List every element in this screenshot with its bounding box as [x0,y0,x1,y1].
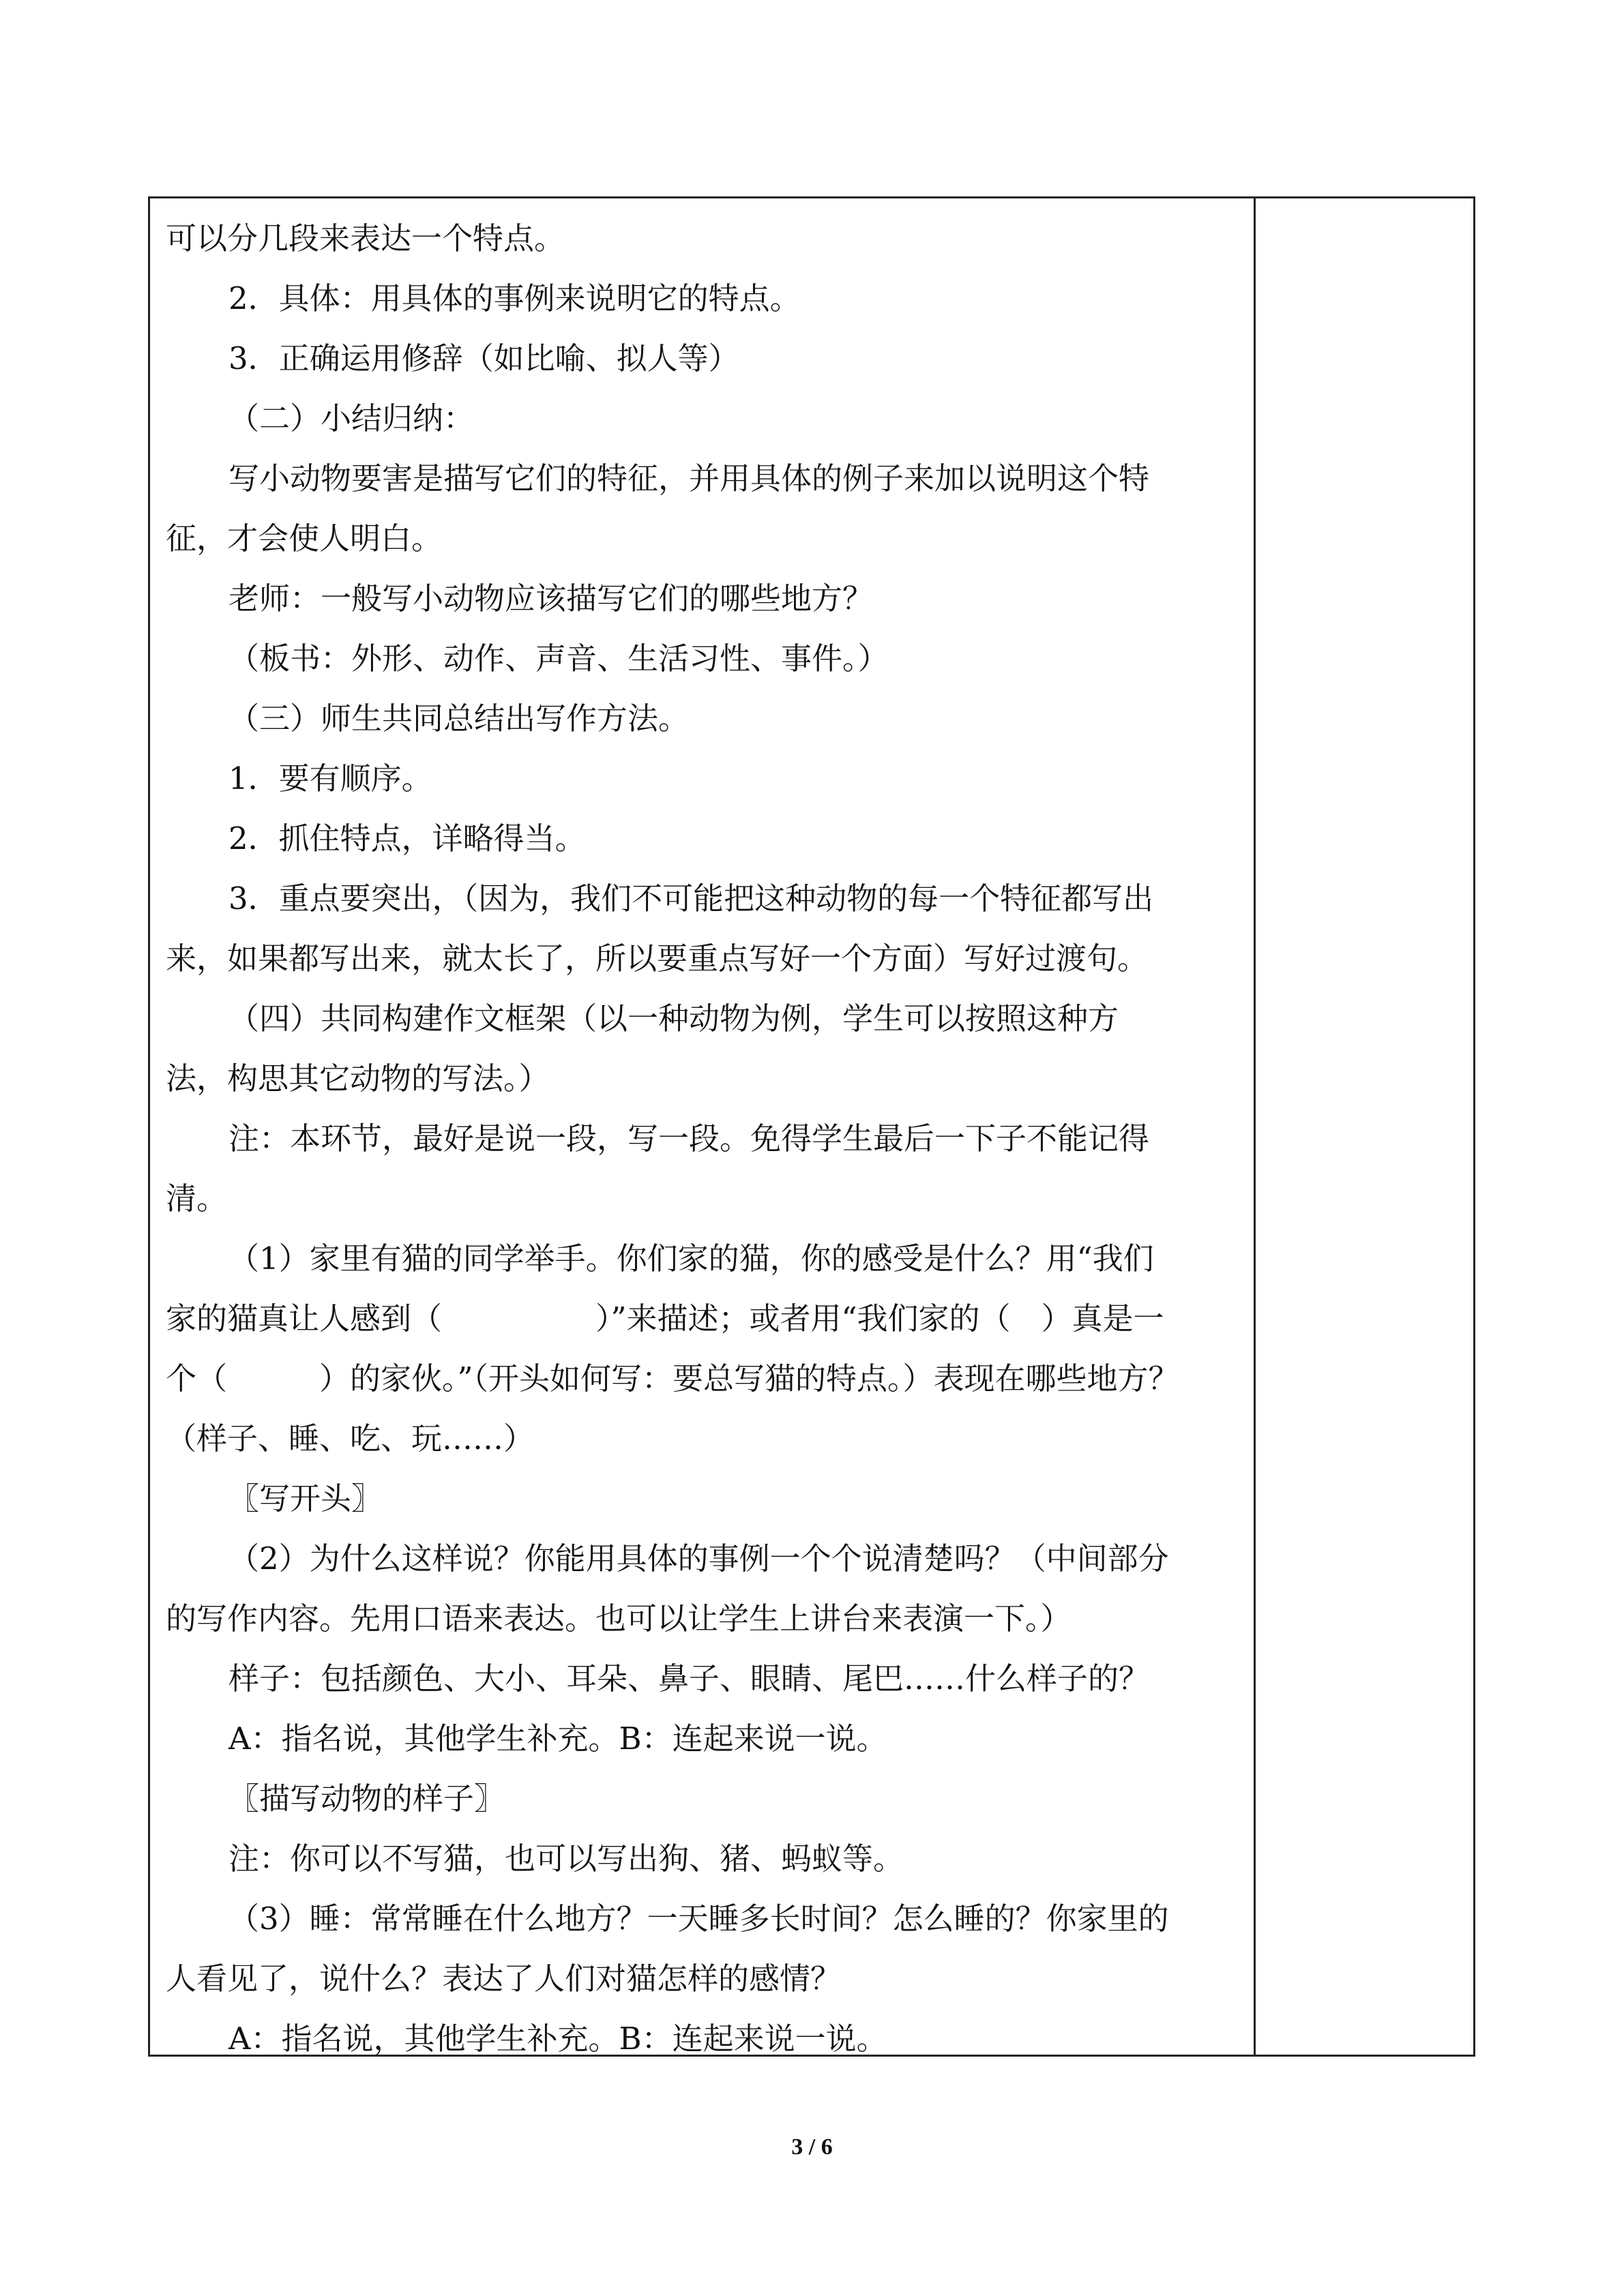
text-line: 2．具体：用具体的事例来说明它的特点。 [228,280,801,316]
text-line: 注：你可以不写猫，也可以写出狗、猪、蚂蚁等。 [228,1840,904,1877]
text-line: 的写作内容。先用口语来表达。也可以让学生上讲台来表演一下。） [166,1600,1072,1637]
text-line: （二）小结归纳： [228,400,475,436]
text-line: 注：本环节，最好是说一段，写一段。免得学生最后一下子不能记得 [228,1120,1150,1157]
text-line: 个（ ）的家伙。”（开头如何写：要总写猫的特点。）表现在哪些地方？ [166,1360,1179,1397]
text-line: （2）为什么这样说？你能用具体的事例一个个说清楚吗？（中间部分 [228,1540,1169,1577]
text-line: （板书：外形、动作、声音、生活习性、事件。） [228,640,889,676]
text-line: 3．正确运用修辞（如比喻、拟人等） [228,340,739,376]
text-line: 清。 [166,1180,228,1217]
text-line: （四）共同构建作文框架（以一种动物为例，学生可以按照这种方 [228,1000,1119,1037]
text-line: 人看见了，说什么？表达了人们对猫怎样的感情？ [166,1960,842,1997]
text-line: 2．抓住特点，详略得当。 [228,820,586,856]
page-number: 3 / 6 [791,2134,833,2160]
text-line: （3）睡：常常睡在什么地方？一天睡多长时间？怎么睡的？你家里的 [228,1900,1169,1937]
text-line: （1）家里有猫的同学举手。你们家的猫，你的感受是什么？用“我们 [228,1240,1154,1277]
text-line: 可以分几段来表达一个特点。 [166,220,565,256]
text-line: （样子、睡、吃、玩……） [166,1420,535,1457]
text-line: 征，才会使人明白。 [166,520,443,556]
lesson-text-cell [166,209,1238,2069]
text-line: A：指名说，其他学生补充。B：连起来说一说。 [228,1720,887,1757]
text-line: 3．重点要突出，（因为，我们不可能把这种动物的每一个特征都写出 [228,880,1154,916]
text-line: 〖描写动物的样子〗 [228,1780,505,1817]
text-line: 法，构思其它动物的写法。） [166,1060,550,1097]
text-line: 老师：一般写小动物应该描写它们的哪些地方？ [228,580,874,616]
text-line: 样子：包括颜色、大小、耳朵、鼻子、眼睛、尾巴……什么样子的？ [228,1660,1150,1697]
text-line: A：指名说，其他学生补充。B：连起来说一说。 [228,2021,887,2057]
text-line: 〖写开头〗 [228,1480,383,1517]
text-line: 来，如果都写出来，就太长了，所以要重点写好一个方面）写好过渡句。 [166,940,1149,976]
text-line: 写小动物要害是描写它们的特征，并用具体的例子来加以说明这个特 [228,460,1150,496]
text-line: 1．要有顺序。 [228,760,432,796]
text-line: （三）师生共同总结出写作方法。 [228,700,690,736]
table-column-divider [1254,196,1256,2057]
text-line: 家的猫真让人感到（ ）”来描述；或者用“我们家的（ ）真是一 [166,1300,1164,1337]
